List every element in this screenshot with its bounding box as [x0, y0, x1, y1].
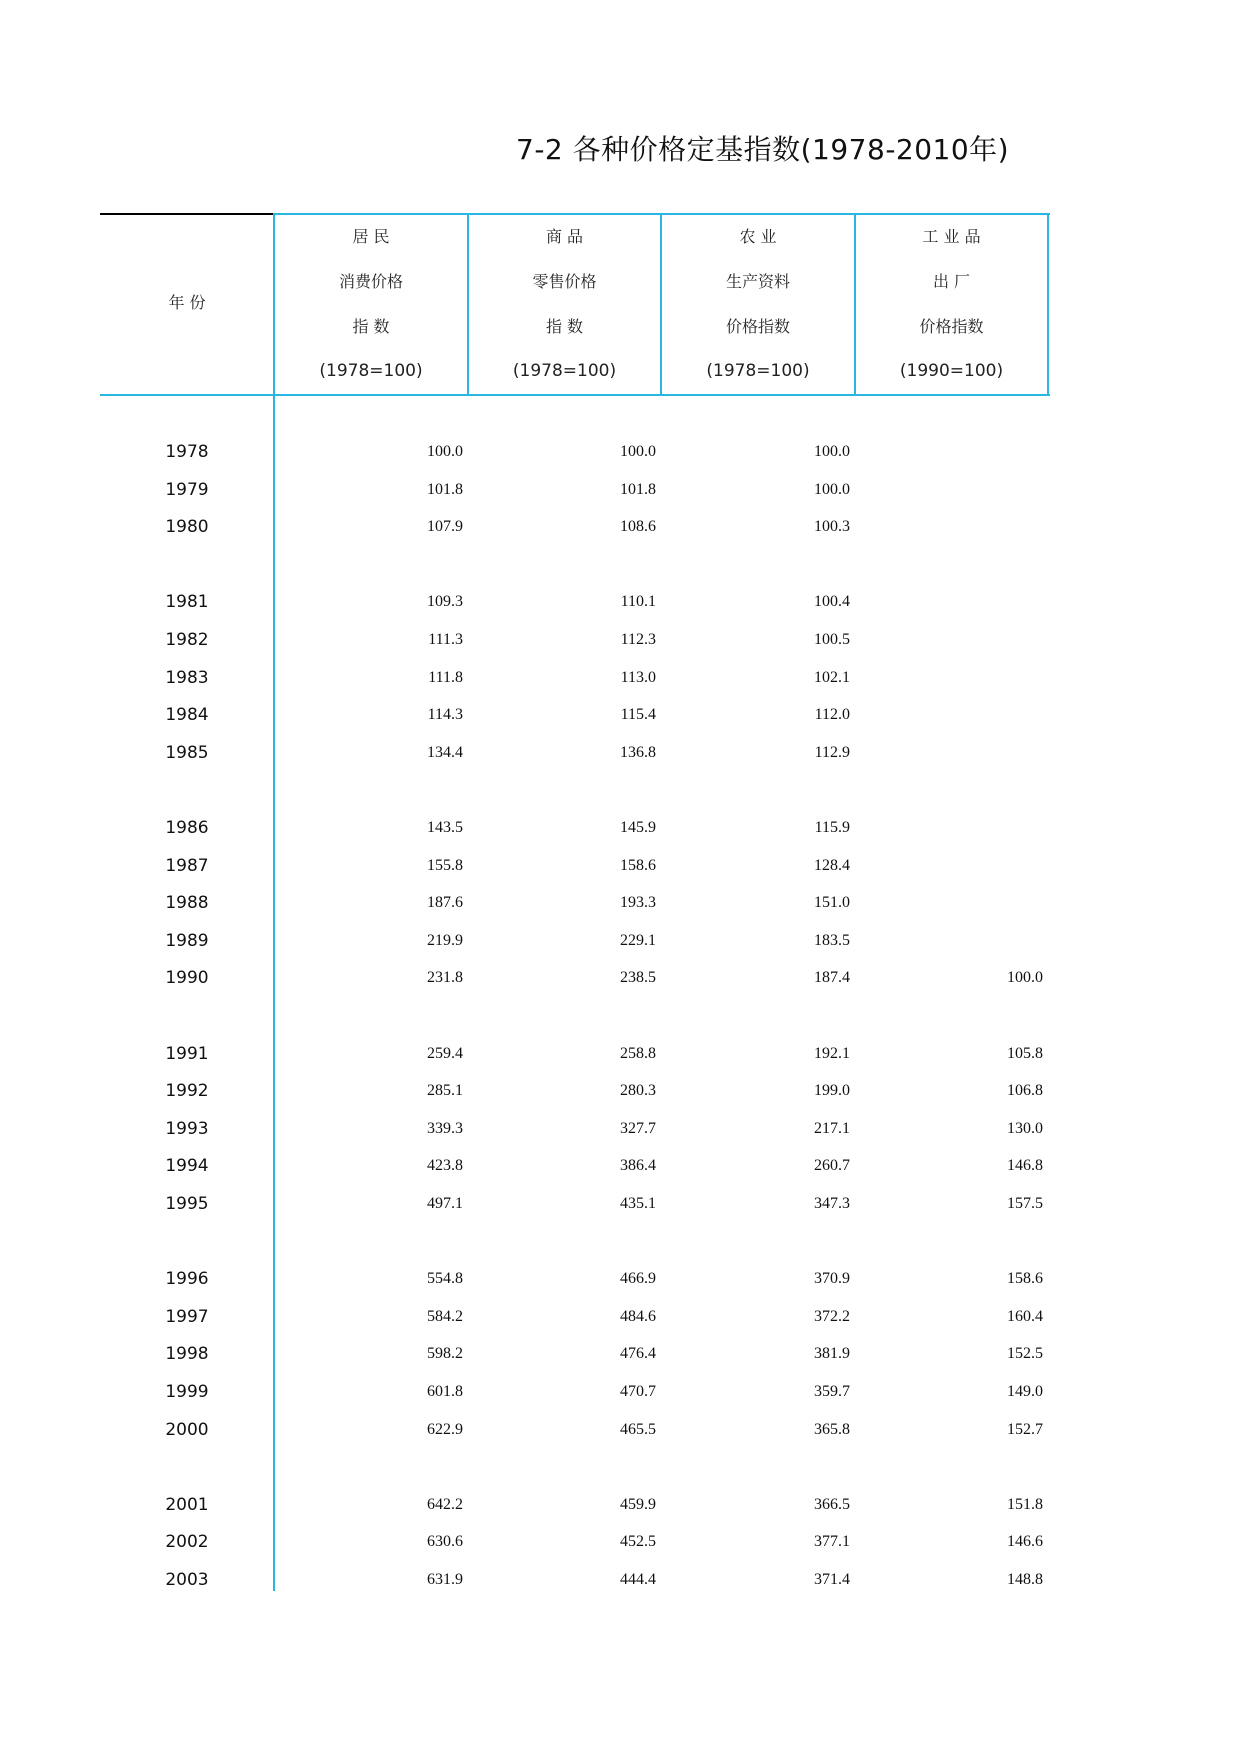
- year-cell: 1987: [165, 855, 209, 876]
- retail-cell: 386.4: [620, 1157, 656, 1175]
- table-row: [0, 1565, 1240, 1595]
- agri-cell: 260.7: [814, 1157, 850, 1175]
- table-row: [0, 437, 1240, 467]
- retail-cell: 101.8: [620, 480, 656, 498]
- agri-cell: 370.9: [814, 1270, 850, 1288]
- agri-cell: 100.0: [814, 480, 850, 498]
- cpi-cell: 497.1: [427, 1195, 463, 1212]
- cpi-cell: 109.3: [427, 593, 463, 611]
- retail-cell: 100.0: [620, 443, 656, 460]
- table-row: [0, 475, 1240, 505]
- agri-cell: 151.0: [814, 894, 850, 912]
- agri-cell: 217.1: [814, 1119, 850, 1137]
- year-cell: 1998: [165, 1344, 209, 1365]
- year-cell: 1993: [165, 1118, 209, 1139]
- year-cell: 1996: [165, 1269, 209, 1290]
- retail-cell: 158.6: [620, 856, 656, 874]
- agri-cell: 112.0: [814, 706, 850, 724]
- retail-cell: 193.3: [620, 894, 656, 912]
- ppi-cell: 148.8: [1007, 1571, 1043, 1588]
- year-cell: 1991: [165, 1043, 209, 1064]
- header-retail-line2: 零售价格: [532, 272, 597, 291]
- table-row: [0, 1339, 1240, 1369]
- agri-cell: 112.9: [814, 743, 850, 761]
- cpi-cell: 100.0: [427, 443, 463, 460]
- agri-cell: 199.0: [814, 1082, 850, 1100]
- retail-cell: 136.8: [620, 743, 656, 761]
- table-row: [0, 1114, 1240, 1144]
- retail-cell: 476.4: [620, 1345, 656, 1363]
- header-cpi-base: (1978=100): [319, 361, 423, 381]
- header-retail-line1: 商 品: [545, 227, 584, 246]
- cpi-cell: 622.9: [427, 1420, 463, 1438]
- year-cell: 1995: [165, 1194, 209, 1214]
- retail-cell: 108.6: [620, 518, 656, 536]
- cpi-cell: 554.8: [427, 1270, 463, 1288]
- cpi-cell: 107.9: [427, 518, 463, 536]
- header-ppi-line2: 出 厂: [932, 272, 971, 291]
- year-column-header: 年 份: [168, 293, 206, 312]
- table-row: [0, 587, 1240, 617]
- cpi-cell: 143.5: [427, 819, 463, 836]
- header-retail-base: (1978=100): [512, 361, 617, 381]
- ppi-cell: 160.4: [1007, 1307, 1043, 1325]
- retail-cell: 280.3: [620, 1082, 656, 1100]
- retail-cell: 145.9: [620, 819, 656, 836]
- ppi-cell: 146.8: [1007, 1157, 1043, 1175]
- cpi-cell: 231.8: [427, 969, 463, 987]
- header-cpi-line2: 消费价格: [338, 272, 403, 291]
- agri-cell: 192.1: [814, 1044, 850, 1062]
- retail-cell: 238.5: [620, 969, 656, 987]
- cpi-cell: 601.8: [427, 1383, 463, 1400]
- ppi-cell: 152.7: [1007, 1420, 1043, 1438]
- retail-cell: 484.6: [620, 1307, 656, 1325]
- cpi-cell: 111.8: [428, 668, 463, 686]
- cpi-cell: 111.3: [428, 631, 463, 648]
- header-ppi-line1: 工 业 品: [922, 227, 981, 246]
- retail-cell: 113.0: [620, 668, 656, 686]
- cpi-cell: 642.2: [427, 1495, 463, 1513]
- ppi-cell: 158.6: [1007, 1270, 1043, 1288]
- ppi-cell: 106.8: [1007, 1082, 1043, 1100]
- agri-cell: 381.9: [814, 1345, 850, 1363]
- ppi-cell: 149.0: [1007, 1383, 1043, 1400]
- agri-cell: 100.3: [814, 518, 850, 536]
- retail-cell: 115.4: [620, 706, 656, 724]
- header-agri-line2: 生产资料: [725, 272, 790, 291]
- cpi-cell: 285.1: [427, 1082, 463, 1100]
- table-row: [0, 1377, 1240, 1407]
- agri-cell: 100.4: [814, 593, 850, 611]
- cpi-cell: 219.9: [427, 931, 463, 949]
- agri-cell: 377.1: [814, 1533, 850, 1551]
- cpi-cell: 114.3: [427, 706, 463, 724]
- cpi-cell: 155.8: [427, 856, 463, 874]
- agri-cell: 371.4: [814, 1571, 850, 1588]
- cpi-cell: 630.6: [427, 1533, 463, 1551]
- table-row: [0, 1264, 1240, 1294]
- year-cell: 1999: [165, 1382, 209, 1402]
- ppi-cell: 130.0: [1007, 1119, 1043, 1137]
- agri-cell: 365.8: [814, 1420, 850, 1438]
- cpi-cell: 101.8: [427, 480, 463, 498]
- retail-cell: 444.4: [620, 1571, 656, 1588]
- agri-cell: 128.4: [814, 856, 850, 874]
- cpi-cell: 259.4: [427, 1044, 463, 1062]
- year-cell: 1997: [165, 1306, 209, 1327]
- agri-cell: 372.2: [814, 1307, 850, 1325]
- year-cell: 2002: [165, 1532, 209, 1553]
- agri-cell: 102.1: [814, 668, 850, 686]
- ppi-cell: 100.0: [1007, 969, 1043, 987]
- agri-cell: 183.5: [814, 931, 850, 949]
- ppi-cell: 157.5: [1007, 1195, 1043, 1212]
- header-agri: [662, 214, 854, 394]
- table-row: [0, 851, 1240, 881]
- header-retail: [469, 214, 660, 394]
- header-agri-line1: 农 业: [739, 227, 777, 246]
- retail-cell: 110.1: [620, 593, 656, 611]
- table-row: [0, 1527, 1240, 1557]
- retail-cell: 229.1: [620, 931, 656, 949]
- table-row: [0, 1189, 1240, 1219]
- year-cell: 1979: [165, 479, 209, 500]
- retail-cell: 112.3: [620, 631, 656, 648]
- table-row: [0, 738, 1240, 768]
- header-cpi-line3: 指 数: [352, 317, 390, 336]
- year-cell: 1988: [165, 893, 209, 914]
- table-row: [0, 813, 1240, 843]
- year-cell: 1992: [165, 1081, 209, 1102]
- ppi-cell: 152.5: [1007, 1345, 1043, 1363]
- year-cell: 1990: [165, 968, 209, 989]
- agri-cell: 359.7: [814, 1383, 850, 1400]
- agri-cell: 366.5: [814, 1495, 850, 1513]
- table-row: [0, 1302, 1240, 1332]
- table-row: [0, 926, 1240, 956]
- retail-cell: 470.7: [620, 1383, 656, 1400]
- table-row: [0, 1039, 1240, 1069]
- header-agri-line3: 价格指数: [725, 317, 790, 336]
- header-bottom-rule: [100, 394, 1050, 396]
- agri-cell: 100.0: [814, 443, 850, 460]
- header-ppi-line3: 价格指数: [919, 317, 984, 336]
- ppi-cell: 151.8: [1007, 1495, 1043, 1513]
- cpi-cell: 134.4: [427, 743, 463, 761]
- year-cell: 1983: [165, 667, 209, 688]
- header-right-border: [1047, 213, 1049, 395]
- retail-cell: 465.5: [620, 1420, 656, 1438]
- agri-cell: 187.4: [814, 969, 850, 987]
- header-cpi-line1: 居 民: [352, 227, 390, 246]
- cpi-cell: 598.2: [427, 1345, 463, 1363]
- cpi-cell: 631.9: [427, 1571, 463, 1588]
- year-cell: 2000: [165, 1419, 209, 1440]
- header-top-rule-black: [100, 213, 274, 215]
- header-ppi: [856, 214, 1047, 394]
- year-cell: 2001: [165, 1494, 209, 1515]
- table-title: 7-2 各种价格定基指数(1978-2010年): [516, 133, 1010, 166]
- retail-cell: 452.5: [620, 1533, 656, 1551]
- table-row: [0, 625, 1240, 655]
- year-cell: 1981: [165, 592, 209, 613]
- table-row: [0, 663, 1240, 693]
- table-row: [0, 1076, 1240, 1106]
- retail-cell: 435.1: [620, 1195, 656, 1212]
- ppi-cell: 146.6: [1007, 1533, 1043, 1551]
- cpi-cell: 187.6: [427, 894, 463, 912]
- year-cell: 1986: [165, 818, 209, 838]
- retail-cell: 459.9: [620, 1495, 656, 1513]
- cpi-cell: 423.8: [427, 1157, 463, 1175]
- table-row: [0, 963, 1240, 993]
- header-cpi: [275, 214, 467, 394]
- year-cell: 1994: [165, 1156, 209, 1177]
- header-ppi-base: (1990=100): [899, 361, 1004, 381]
- year-cell: 1980: [165, 517, 209, 538]
- year-cell: 1985: [165, 742, 209, 763]
- table-row: [0, 1415, 1240, 1445]
- header-agri-base: (1978=100): [706, 361, 810, 381]
- agri-cell: 100.5: [814, 631, 850, 648]
- table-row: [0, 1490, 1240, 1520]
- ppi-cell: 105.8: [1007, 1044, 1043, 1062]
- year-cell: 1984: [165, 705, 209, 726]
- cpi-cell: 584.2: [427, 1307, 463, 1325]
- table-row: [0, 888, 1240, 918]
- agri-cell: 347.3: [814, 1195, 850, 1212]
- table-row: [0, 1151, 1240, 1181]
- year-cell: 2003: [165, 1570, 209, 1590]
- table-row: [0, 700, 1240, 730]
- year-cell: 1989: [165, 930, 209, 951]
- table-row: [0, 512, 1240, 542]
- year-cell: 1978: [165, 442, 209, 462]
- retail-cell: 327.7: [620, 1119, 656, 1137]
- agri-cell: 115.9: [814, 819, 850, 836]
- header-retail-line3: 指 数: [545, 317, 584, 336]
- retail-cell: 466.9: [620, 1270, 656, 1288]
- year-cell: 1982: [165, 630, 209, 650]
- retail-cell: 258.8: [620, 1044, 656, 1062]
- cpi-cell: 339.3: [427, 1119, 463, 1137]
